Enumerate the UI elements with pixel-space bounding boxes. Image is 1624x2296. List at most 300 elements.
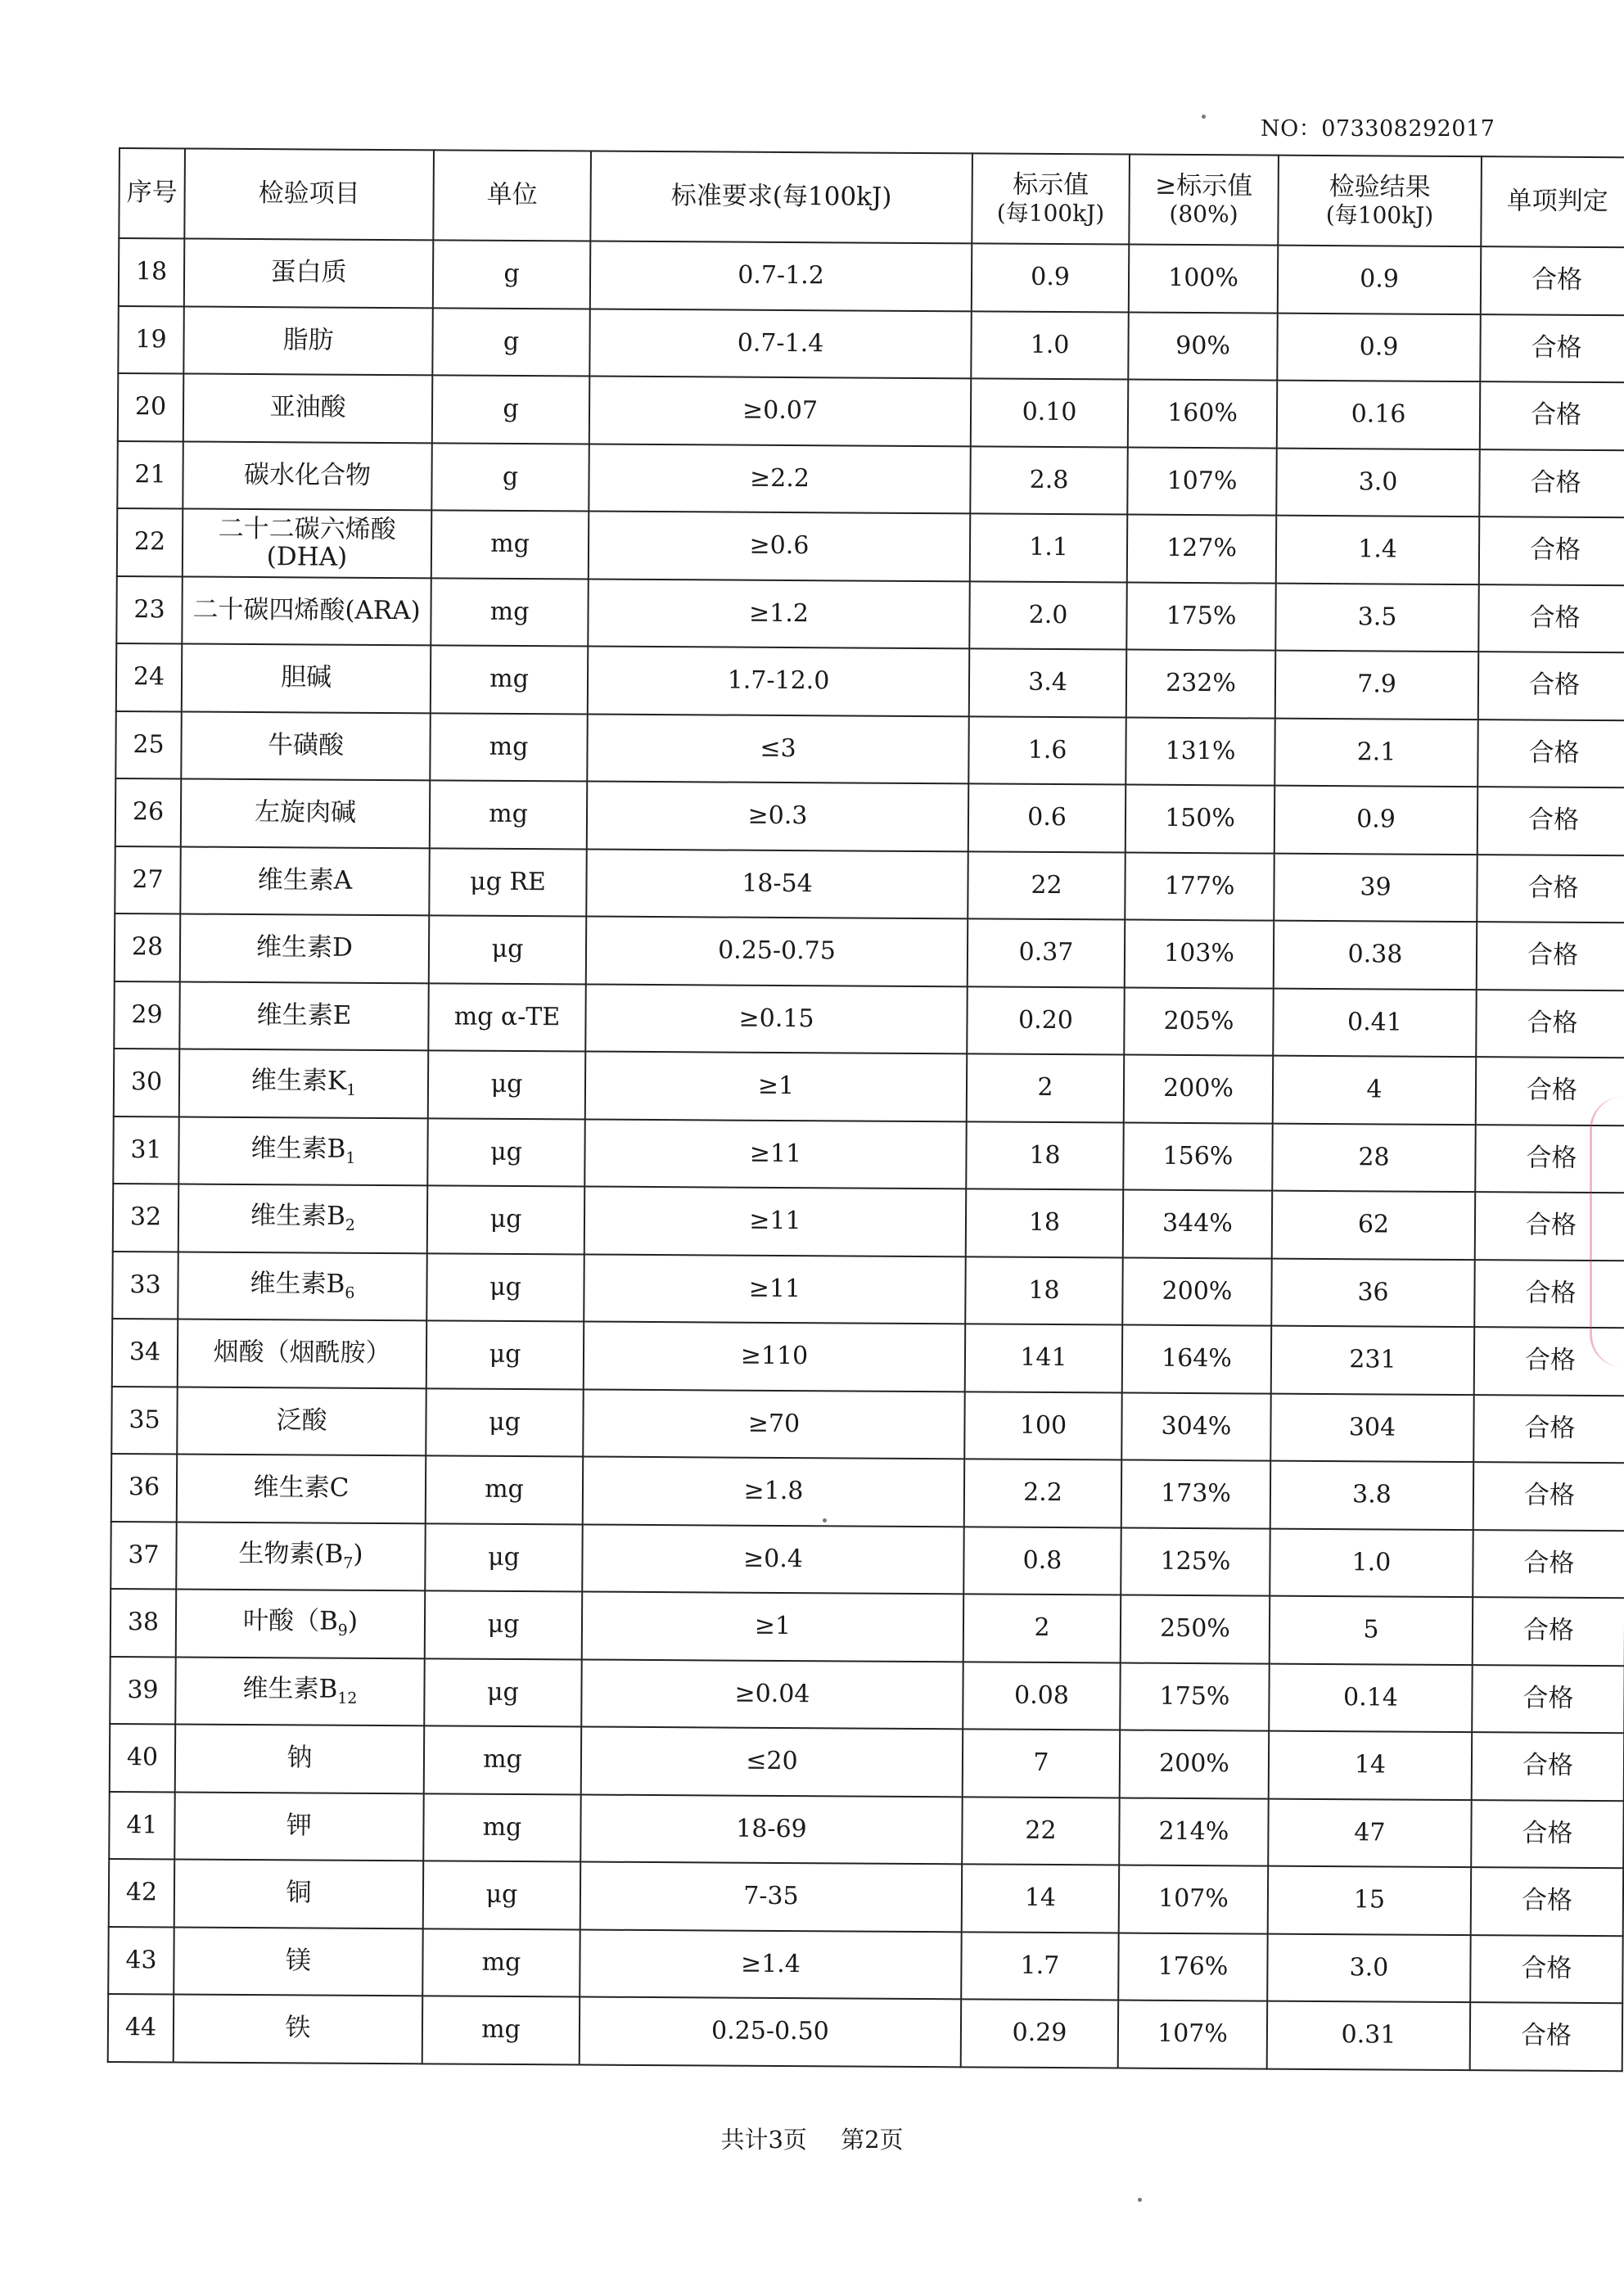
cell-standard: ≥11 xyxy=(584,1254,965,1324)
cell-result: 0.41 xyxy=(1273,988,1476,1057)
cell-standard: ≥1.2 xyxy=(588,579,969,648)
cell-result: 5 xyxy=(1270,1596,1473,1665)
cell-label-value: 0.8 xyxy=(963,1527,1121,1595)
cell-percent: 200% xyxy=(1124,1055,1274,1124)
cell-item xyxy=(176,1522,425,1590)
table-row xyxy=(114,1049,1624,1125)
cell-judgement: 合格 xyxy=(1478,584,1624,653)
cell-seq: 25 xyxy=(115,710,182,778)
cell-judgement: 合格 xyxy=(1476,990,1624,1058)
cell-seq: 43 xyxy=(108,1926,174,1994)
cell-seq: 35 xyxy=(111,1386,178,1454)
scan-speck xyxy=(1138,2198,1142,2202)
cell-percent: 103% xyxy=(1125,920,1274,989)
cell-unit: μg xyxy=(429,915,587,984)
item-subscript: 1 xyxy=(345,1081,357,1100)
cell-unit: mg xyxy=(424,1725,582,1794)
cell-result: 47 xyxy=(1268,1798,1471,1867)
cell-judgement: 合格 xyxy=(1473,1597,1624,1666)
cell-unit: g xyxy=(432,375,590,444)
cell-label-value: 22 xyxy=(968,851,1126,920)
item-name: 钾 xyxy=(286,1811,313,1841)
table-row xyxy=(111,1589,1624,1666)
table-row xyxy=(110,1724,1624,1801)
cell-result: 231 xyxy=(1271,1326,1474,1395)
cell-unit: mg xyxy=(431,578,589,647)
cell-label-value: 7 xyxy=(963,1729,1121,1798)
cell-item xyxy=(180,913,429,982)
cell-unit: μg RE xyxy=(429,848,587,917)
footer-total-pages: 共计3页 xyxy=(720,2126,807,2154)
cell-item xyxy=(182,576,431,645)
cell-unit: μg xyxy=(428,1050,586,1119)
cell-seq: 32 xyxy=(113,1184,179,1252)
cell-unit: μg xyxy=(425,1590,583,1659)
cell-percent: 304% xyxy=(1121,1392,1271,1461)
cell-judgement: 合格 xyxy=(1470,1935,1623,2004)
cell-standard: ≥11 xyxy=(584,1187,966,1256)
cell-judgement: 合格 xyxy=(1471,1867,1624,1936)
inspection-results-table xyxy=(107,147,1624,2072)
item-name: 维生素D xyxy=(255,932,354,963)
cell-item xyxy=(178,1116,427,1185)
cell-label-value: 2 xyxy=(963,1594,1121,1662)
cell-standard: 18-69 xyxy=(580,1794,962,1864)
cell-seq: 23 xyxy=(116,575,183,643)
item-name: 维生素B xyxy=(250,1268,345,1299)
cell-standard: ≥1.8 xyxy=(583,1456,964,1526)
item-name: 胆碱 xyxy=(280,662,332,693)
cell-unit: mg xyxy=(430,713,588,782)
cell-standard: ≥1.4 xyxy=(580,1929,961,1999)
cell-item xyxy=(181,778,430,847)
cell-percent: 214% xyxy=(1119,1798,1269,1866)
cell-item xyxy=(177,1454,426,1522)
cell-seq: 21 xyxy=(117,440,183,508)
item-subscript: 12 xyxy=(337,1689,358,1707)
item-name: 叶酸（B xyxy=(242,1606,338,1636)
cell-seq: 40 xyxy=(110,1724,176,1792)
cell-item xyxy=(177,1387,426,1455)
cell-seq: 31 xyxy=(113,1116,179,1184)
cell-result: 14 xyxy=(1269,1731,1472,1800)
cell-result: 15 xyxy=(1268,1866,1471,1935)
cell-label-value: 1.6 xyxy=(968,716,1126,785)
cell-standard: 0.7-1.4 xyxy=(589,309,971,378)
table-row xyxy=(116,575,1624,652)
table-row xyxy=(108,1926,1622,2003)
cell-percent: 200% xyxy=(1120,1730,1270,1799)
cell-judgement: 合格 xyxy=(1480,381,1624,450)
cell-label-value: 18 xyxy=(966,1121,1124,1190)
table-row xyxy=(118,306,1624,383)
table-row xyxy=(117,440,1624,517)
cell-item xyxy=(183,306,432,375)
cell-judgement: 合格 xyxy=(1480,314,1624,383)
item-name: 维生素A xyxy=(257,864,353,895)
cell-result: 7.9 xyxy=(1275,651,1478,719)
cell-label-value: 2.2 xyxy=(964,1459,1122,1527)
cell-judgement: 合格 xyxy=(1470,2002,1623,2071)
item-name: 维生素E xyxy=(256,999,352,1031)
cell-seq: 36 xyxy=(111,1454,178,1522)
cell-percent: 127% xyxy=(1127,515,1277,584)
item-subscript: 1 xyxy=(345,1148,356,1167)
cell-label-value: 18 xyxy=(966,1189,1124,1257)
cell-item xyxy=(176,1589,425,1658)
cell-standard: ≥0.04 xyxy=(581,1659,963,1729)
cell-item xyxy=(175,1724,424,1793)
cell-item xyxy=(174,1792,423,1861)
cell-item xyxy=(178,1252,426,1320)
cell-seq: 28 xyxy=(115,913,181,981)
cell-label-value: 2 xyxy=(967,1053,1125,1122)
cell-label-value: 1.0 xyxy=(971,311,1129,380)
cell-item xyxy=(175,1657,424,1725)
cell-percent: 150% xyxy=(1126,785,1275,854)
cell-judgement: 合格 xyxy=(1481,246,1624,315)
item-subscript: 9 xyxy=(337,1622,348,1640)
table-row xyxy=(111,1454,1624,1531)
item-name: 烟酸（烟酰胺） xyxy=(213,1337,391,1369)
item-name: 铜 xyxy=(286,1878,312,1908)
item-name: 脂肪 xyxy=(282,325,334,355)
cell-judgement: 合格 xyxy=(1474,1327,1624,1396)
item-name: 维生素K xyxy=(250,1066,347,1096)
header-percent: ≥标示值 (80%) xyxy=(1129,155,1279,246)
table-row xyxy=(112,1319,1624,1396)
table-row xyxy=(115,846,1624,922)
cell-item xyxy=(183,508,431,577)
cell-standard: ≥0.15 xyxy=(585,984,967,1053)
cell-result: 2.1 xyxy=(1274,718,1477,787)
cell-percent: 205% xyxy=(1124,987,1274,1056)
cell-seq: 18 xyxy=(119,238,185,306)
cell-unit: g xyxy=(433,240,591,309)
table-row xyxy=(113,1116,1624,1193)
cell-judgement: 合格 xyxy=(1477,922,1624,990)
cell-item xyxy=(174,1859,423,1928)
cell-seq: 30 xyxy=(114,1049,180,1116)
table-header-row xyxy=(119,148,1624,247)
cell-seq: 41 xyxy=(109,1791,175,1859)
table-row xyxy=(114,981,1624,1058)
cell-standard: ≤3 xyxy=(587,714,968,783)
cell-judgement: 合格 xyxy=(1475,1192,1624,1261)
cell-percent: 107% xyxy=(1127,447,1277,516)
cell-unit: mg xyxy=(431,510,589,579)
cell-result: 0.9 xyxy=(1274,786,1477,855)
cell-percent: 175% xyxy=(1126,582,1276,651)
cell-standard: 1.7-12.0 xyxy=(588,647,969,716)
cell-label-value: 14 xyxy=(962,1864,1120,1933)
cell-seq: 38 xyxy=(111,1589,177,1657)
item-subscript: 6 xyxy=(345,1283,355,1302)
cell-item xyxy=(183,441,431,510)
header-item: 检验项目 xyxy=(184,148,434,240)
cell-result: 0.9 xyxy=(1277,313,1480,381)
table-row xyxy=(113,1184,1624,1261)
cell-result: 0.9 xyxy=(1278,246,1481,314)
cell-result: 36 xyxy=(1271,1258,1474,1327)
cell-label-value: 0.10 xyxy=(971,378,1129,447)
cell-judgement: 合格 xyxy=(1476,1057,1624,1125)
cell-label-value: 2.8 xyxy=(970,446,1128,515)
cell-item xyxy=(180,846,429,915)
cell-result: 3.0 xyxy=(1276,448,1479,516)
cell-seq: 34 xyxy=(112,1319,178,1387)
cell-result: 0.16 xyxy=(1277,381,1480,449)
header-result: 检验结果 (每100kJ) xyxy=(1278,156,1482,247)
cell-percent: 176% xyxy=(1118,1933,1268,2001)
cell-result: 1.0 xyxy=(1270,1528,1473,1597)
cell-unit: μg xyxy=(423,1861,581,1929)
cell-percent: 173% xyxy=(1121,1460,1271,1529)
cell-label-value: 3.4 xyxy=(969,648,1127,717)
cell-result: 28 xyxy=(1272,1123,1475,1192)
cell-unit: mg xyxy=(422,1996,580,2064)
cell-percent: 177% xyxy=(1125,852,1274,921)
cell-label-value: 0.37 xyxy=(968,918,1126,987)
table-row xyxy=(109,1859,1623,1936)
cell-percent: 200% xyxy=(1122,1257,1272,1326)
cell-seq: 44 xyxy=(108,1994,174,2062)
cell-label-value: 1.7 xyxy=(961,1932,1119,2001)
table-row xyxy=(117,508,1624,585)
cell-judgement: 合格 xyxy=(1477,855,1624,923)
cell-item xyxy=(178,1184,427,1252)
cell-result: 0.31 xyxy=(1267,2001,1470,2070)
cell-judgement: 合格 xyxy=(1475,1125,1624,1193)
item-name: 铁 xyxy=(285,2013,311,2043)
cell-percent: 164% xyxy=(1122,1325,1272,1394)
footer-current-page: 第2页 xyxy=(841,2126,904,2154)
cell-label-value: 18 xyxy=(965,1256,1123,1325)
table-row xyxy=(110,1656,1624,1733)
cell-label-value: 0.6 xyxy=(968,783,1126,852)
table-row xyxy=(118,373,1624,450)
cell-item xyxy=(182,643,431,712)
item-name: 二十碳四烯酸(ARA) xyxy=(192,594,421,626)
cell-seq: 20 xyxy=(118,373,184,441)
header-judgement: 单项判定 xyxy=(1481,156,1624,247)
cell-unit: μg xyxy=(427,1185,585,1254)
item-name: 蛋白质 xyxy=(270,257,347,288)
cell-seq: 37 xyxy=(111,1521,177,1589)
item-name: 生物素(B xyxy=(238,1538,344,1569)
table-row xyxy=(108,1994,1622,2071)
cell-label-value: 141 xyxy=(965,1324,1123,1392)
cell-label-value: 100 xyxy=(964,1392,1122,1460)
cell-unit: mg xyxy=(422,1928,580,1997)
cell-unit: μg xyxy=(426,1320,584,1389)
header-unit: 单位 xyxy=(433,150,591,241)
cell-percent: 125% xyxy=(1121,1527,1270,1596)
cell-standard: ≤20 xyxy=(581,1726,963,1796)
scan-speck xyxy=(1202,115,1206,119)
cell-standard: ≥110 xyxy=(584,1321,965,1391)
cell-standard: ≥0.3 xyxy=(587,782,968,851)
cell-judgement: 合格 xyxy=(1471,1800,1624,1869)
cell-percent: 250% xyxy=(1121,1595,1270,1664)
cell-result: 304 xyxy=(1270,1393,1473,1462)
cell-item xyxy=(179,981,428,1050)
cell-seq: 33 xyxy=(112,1251,178,1319)
cell-standard: ≥2.2 xyxy=(589,444,970,513)
cell-standard: ≥0.4 xyxy=(582,1524,963,1594)
cell-standard: 0.25-0.50 xyxy=(580,1996,961,2066)
item-name: 牛磺酸 xyxy=(267,730,345,760)
cell-seq: 22 xyxy=(117,508,183,576)
table-row xyxy=(119,238,1624,315)
cell-percent: 107% xyxy=(1118,2001,1268,2069)
cell-percent: 131% xyxy=(1126,717,1275,786)
cell-unit: mg xyxy=(430,780,588,849)
cell-judgement: 合格 xyxy=(1473,1530,1624,1599)
table-row xyxy=(111,1386,1624,1463)
red-stamp-edge xyxy=(1590,1097,1624,1367)
cell-unit: g xyxy=(432,308,590,377)
table-row xyxy=(115,913,1624,990)
cell-standard: ≥0.6 xyxy=(589,512,970,581)
table-row xyxy=(109,1791,1623,1868)
item-name: 维生素C xyxy=(253,1473,350,1504)
cell-judgement: 合格 xyxy=(1474,1260,1624,1328)
cell-result: 0.38 xyxy=(1274,921,1477,990)
cell-percent: 160% xyxy=(1128,380,1278,449)
item-name: 镁 xyxy=(285,1946,312,1976)
item-subscript: 2 xyxy=(345,1216,355,1235)
item-tail: ) xyxy=(353,1539,363,1569)
cell-label-value: 0.08 xyxy=(963,1662,1121,1730)
item-name: 泛酸 xyxy=(276,1405,327,1436)
cell-seq: 26 xyxy=(115,778,182,846)
header-seq: 序号 xyxy=(119,148,185,238)
cell-unit: mg α-TE xyxy=(428,983,586,1052)
item-name: 维生素B xyxy=(250,1133,346,1164)
item-name: 亚油酸 xyxy=(269,392,346,423)
cell-result: 4 xyxy=(1273,1056,1476,1125)
item-name: 钠 xyxy=(286,1743,313,1773)
cell-unit: μg xyxy=(425,1523,583,1592)
cell-unit: μg xyxy=(427,1118,585,1187)
report-number: NO：073308292017 xyxy=(1261,116,1495,142)
cell-standard: 18-54 xyxy=(586,849,968,918)
cell-item xyxy=(174,1994,422,2063)
table-row xyxy=(116,643,1624,720)
cell-standard: 0.25-0.75 xyxy=(586,917,968,986)
item-name: 二十二碳六烯酸 xyxy=(218,513,396,545)
scan-speck xyxy=(823,1518,827,1522)
cell-label-value: 22 xyxy=(962,1797,1120,1865)
cell-seq: 27 xyxy=(115,846,181,913)
cell-standard: ≥11 xyxy=(584,1119,966,1189)
item-name: 维生素B xyxy=(242,1673,338,1704)
item-name: 左旋肉碱 xyxy=(254,797,357,828)
table-row xyxy=(115,778,1624,855)
cell-judgement: 合格 xyxy=(1473,1395,1624,1464)
header-standard: 标准要求(每100kJ) xyxy=(590,151,972,244)
cell-result: 62 xyxy=(1272,1191,1475,1260)
cell-label-value: 0.20 xyxy=(967,986,1125,1055)
cell-percent: 107% xyxy=(1119,1865,1269,1934)
cell-standard: ≥0.07 xyxy=(589,377,971,446)
cell-result: 3.8 xyxy=(1270,1461,1473,1530)
cell-unit: mg xyxy=(431,645,589,714)
cell-unit: g xyxy=(431,443,589,512)
cell-seq: 29 xyxy=(114,981,180,1049)
cell-unit: μg xyxy=(426,1388,584,1457)
cell-seq: 19 xyxy=(118,306,184,374)
item-name: 维生素B xyxy=(250,1201,345,1231)
cell-result: 0.14 xyxy=(1269,1663,1472,1732)
cell-result: 1.4 xyxy=(1276,516,1479,584)
cell-percent: 90% xyxy=(1128,312,1278,381)
cell-standard: ≥1 xyxy=(582,1591,963,1661)
cell-seq: 24 xyxy=(116,643,183,711)
cell-label-value: 0.9 xyxy=(972,243,1130,312)
cell-percent: 156% xyxy=(1123,1122,1273,1191)
cell-item xyxy=(183,373,432,442)
inspection-table-wrapper xyxy=(107,147,1624,2072)
cell-item xyxy=(179,1049,428,1117)
cell-standard: ≥1 xyxy=(585,1052,967,1121)
cell-judgement: 合格 xyxy=(1479,516,1624,585)
cell-standard: 0.7-1.2 xyxy=(590,241,972,311)
item-tail: ) xyxy=(347,1606,359,1637)
table-row xyxy=(112,1251,1624,1328)
header-label-value: 标示值 (每100kJ) xyxy=(972,153,1130,244)
cell-item xyxy=(184,238,433,307)
cell-unit: mg xyxy=(423,1793,581,1862)
item-name: 碳水化合物 xyxy=(243,459,372,490)
cell-judgement: 合格 xyxy=(1477,719,1624,788)
cell-label-value: 2.0 xyxy=(969,581,1127,650)
cell-label-value: 1.1 xyxy=(970,513,1128,582)
cell-seq: 42 xyxy=(109,1859,175,1927)
cell-standard: ≥70 xyxy=(583,1389,964,1459)
item-subscript: 7 xyxy=(343,1554,354,1572)
cell-unit: μg xyxy=(424,1658,582,1727)
cell-unit: mg xyxy=(426,1455,584,1524)
cell-percent: 175% xyxy=(1120,1662,1270,1731)
cell-judgement: 合格 xyxy=(1478,652,1624,720)
cell-percent: 344% xyxy=(1123,1190,1273,1259)
cell-judgement: 合格 xyxy=(1472,1665,1624,1734)
cell-result: 39 xyxy=(1274,853,1477,922)
cell-result: 3.0 xyxy=(1267,1933,1470,2002)
cell-unit: μg xyxy=(426,1253,584,1322)
cell-item xyxy=(181,711,430,780)
cell-percent: 232% xyxy=(1126,650,1276,719)
page-footer xyxy=(0,2122,1624,2155)
cell-seq: 39 xyxy=(110,1656,176,1724)
cell-item xyxy=(174,1927,422,1996)
cell-judgement: 合格 xyxy=(1473,1462,1624,1531)
table-row xyxy=(111,1521,1624,1598)
item-name-line2: (DHA) xyxy=(266,542,348,572)
cell-judgement: 合格 xyxy=(1477,787,1624,855)
cell-judgement: 合格 xyxy=(1472,1732,1624,1801)
cell-label-value: 0.29 xyxy=(961,1999,1119,2068)
cell-result: 3.5 xyxy=(1275,583,1478,652)
cell-judgement: 合格 xyxy=(1479,449,1624,518)
cell-standard: 7-35 xyxy=(580,1861,962,1931)
table-body xyxy=(108,238,1624,2071)
cell-percent: 100% xyxy=(1129,245,1279,314)
table-row xyxy=(115,710,1624,787)
cell-item xyxy=(178,1319,426,1387)
